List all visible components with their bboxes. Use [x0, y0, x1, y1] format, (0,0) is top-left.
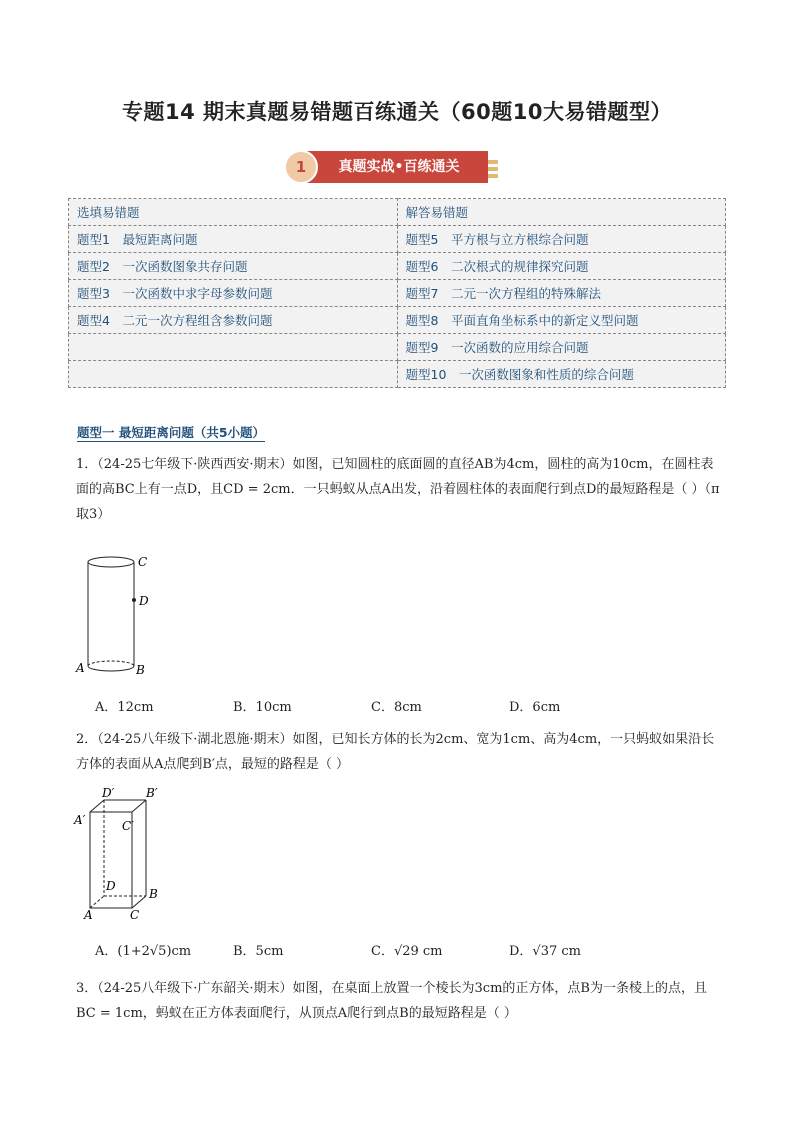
option-a[interactable]: A．12cm — [95, 700, 154, 715]
label-d: D — [106, 879, 116, 893]
toc-table — [68, 198, 726, 388]
option-b[interactable]: B．5cm — [233, 944, 284, 959]
option-d[interactable]: D．√37 cm — [509, 944, 581, 959]
label-c-prime: C′ — [122, 819, 134, 833]
section-heading: 题型一 最短距离问题（共5小题） — [77, 425, 266, 440]
toc-item[interactable]: 题型5 平方根与立方根综合问题 — [397, 226, 726, 253]
label-c: C — [138, 555, 148, 569]
toc-item[interactable]: 题型10 一次函数图象和性质的综合问题 — [397, 361, 726, 388]
toc-item[interactable]: 题型6 二次根式的规律探究问题 — [397, 253, 726, 280]
question-1-text: 1．（24-25七年级下·陕西西安·期末）如图，已知圆柱的底面圆的直径AB为4cm，圆柱的高为10cm，在圆柱表面的高BC上有一点D，且CD = 2cm．一只蚂蚁从点A出发，沿着圆柱体的表面爬行到点D的最短路程是（ ）（π取3） — [76, 457, 720, 522]
toc-item[interactable]: 题型3 一次函数中求字母参数问题 — [69, 280, 398, 307]
section-banner — [284, 148, 512, 186]
label-a-prime: A′ — [74, 813, 86, 827]
question-3-text: 3．（24-25八年级下·广东韶关·期末）如图，在桌面上放置一个棱长为3cm的正方体，点B为一条棱上的点，且BC = 1cm，蚂蚁在正方体表面爬行，从顶点A爬行到点B的最短路程是（ ） — [76, 981, 707, 1021]
banner-decoration — [488, 160, 500, 181]
toc-row — [69, 199, 726, 226]
label-b: B — [149, 887, 158, 901]
option-d[interactable]: D．6cm — [509, 700, 561, 715]
option-c[interactable]: C．√29 cm — [371, 944, 443, 959]
toc-item[interactable]: 题型2 一次函数图象共存问题 — [69, 253, 398, 280]
toc-item-empty — [69, 361, 398, 388]
toc-row — [69, 361, 726, 388]
toc-row — [69, 226, 726, 253]
toc-right-header: 解答易错题 — [397, 199, 726, 226]
toc-left-header: 选填易错题 — [69, 199, 398, 226]
question-2-text: 2．（24-25八年级下·湖北恩施·期末）如图，已知长方体的长为2cm、宽为1cm、高为4cm，一只蚂蚁如果沿长方体的表面从A点爬到B′点，最短的路程是（ ） — [76, 732, 715, 772]
option-b[interactable]: B．10cm — [233, 700, 292, 715]
toc-item[interactable]: 题型8 平面直角坐标系中的新定义型问题 — [397, 307, 726, 334]
toc-row — [69, 307, 726, 334]
question-1-options — [95, 696, 647, 715]
cuboid-figure — [72, 786, 172, 920]
label-a: A — [76, 661, 85, 675]
toc-item[interactable]: 题型9 一次函数的应用综合问题 — [397, 334, 726, 361]
option-c[interactable]: C．8cm — [371, 700, 422, 715]
banner-number: 1 — [284, 150, 318, 184]
toc-item[interactable]: 题型4 二元一次方程组含参数问题 — [69, 307, 398, 334]
option-a[interactable]: A．(1+2√5)cm — [95, 944, 192, 959]
toc-row — [69, 334, 726, 361]
label-b: B — [136, 663, 145, 677]
banner-label: 真题实战•百练通关 — [338, 159, 460, 175]
label-d: D — [139, 594, 149, 608]
toc-item[interactable]: 题型1 最短距离问题 — [69, 226, 398, 253]
label-a: A — [84, 908, 93, 920]
label-c: C — [130, 908, 140, 920]
toc-item[interactable]: 题型7 二元一次方程组的特殊解法 — [397, 280, 726, 307]
label-d-prime: D′ — [102, 786, 115, 800]
toc-row — [69, 253, 726, 280]
toc-item-empty — [69, 334, 398, 361]
cylinder-figure — [72, 552, 162, 680]
toc-row — [69, 280, 726, 307]
label-b-prime: B′ — [146, 786, 158, 800]
question-2-options — [95, 940, 647, 959]
page-title: 专题14 期末真题易错题百练通关（60题10大易错题型） — [122, 100, 672, 124]
